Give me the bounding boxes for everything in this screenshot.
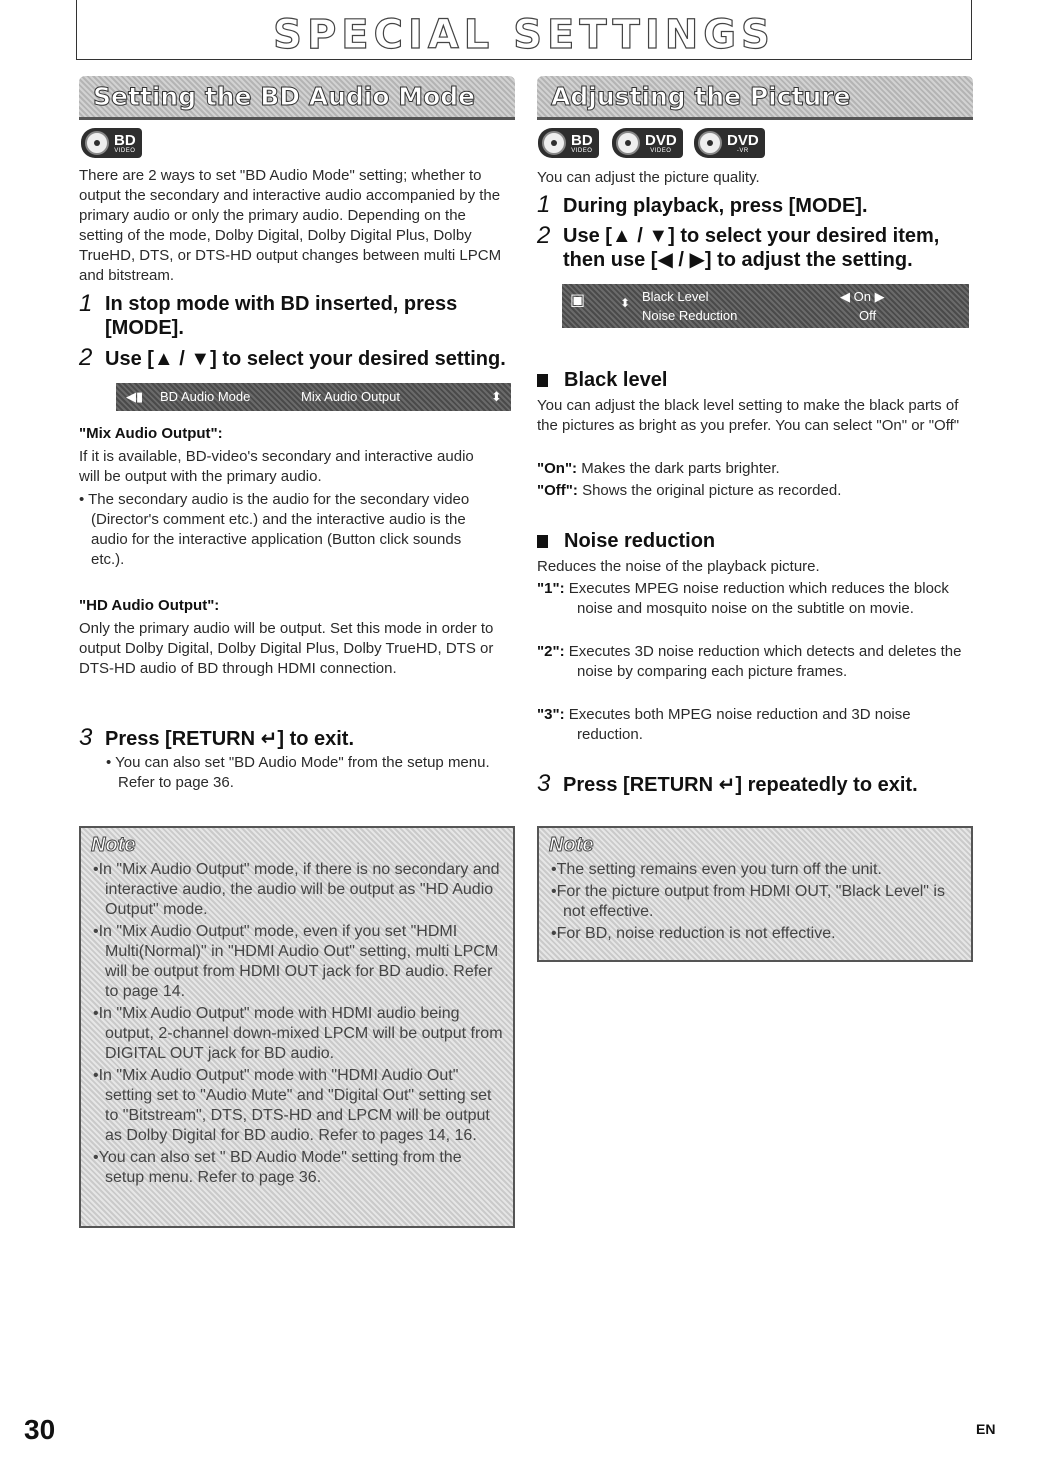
language-code: EN (976, 1421, 996, 1437)
osd-row1-label: Black Level (642, 289, 709, 304)
bd-video-disc-icon: BD VIDEO (538, 128, 599, 158)
disc-icon (698, 131, 722, 155)
hd-audio-output-text: Only the primary audio will be output. Set this mode in order to output Dolby Digital, Dolby Digital Plus, Dolby TrueHD, DTS or DTS-HD audio of BD through HDMI connection. (79, 620, 494, 677)
section-title: Setting the BD Audio Mode (93, 82, 476, 111)
osd-label: BD Audio Mode (160, 389, 251, 404)
section-title: Adjusting the Picture (551, 82, 851, 111)
up-down-arrows-icon: ⬍ (620, 296, 631, 310)
note-list (93, 860, 503, 1190)
page-number: 30 (24, 1414, 56, 1445)
dvd-video-disc-icon: DVD VIDEO (612, 128, 683, 158)
section-banner-adjust-picture (537, 76, 973, 120)
picture-adjust-osd (562, 284, 969, 328)
note-item: • For the picture output from HDMI OUT, "Black Level" is not effective. (551, 882, 961, 922)
note-item: • In "Mix Audio Output" mode, even if you set "HDMI Multi(Normal)" in "HDMI Audio Out" setting, multi LPCM will be output from HDMI OUT jack for BD audio. Refer to page 14. (93, 922, 503, 1002)
note-item: • In "Mix Audio Output" mode with HDMI audio being output, 2-channel down-mixed LPCM will be output from DIGITAL OUT jack for BD audio. (93, 1004, 503, 1064)
step-3-note: • You can also set "BD Audio Mode" from the setup menu. Refer to page 36. (106, 754, 490, 791)
note-list (551, 860, 961, 946)
mix-audio-output-text: If it is available, BD-video's secondary and interactive audio will be output with the primary audio. (79, 448, 474, 485)
mix-audio-output-title: "Mix Audio Output": (79, 425, 223, 442)
note-box-right (537, 826, 973, 962)
dvd-vr-disc-icon: DVD -VR (694, 128, 765, 158)
noise-reduction-heading: Noise reduction (537, 530, 715, 553)
step-3: 3 Press [RETURN ↵] repeatedly to exit. (537, 770, 918, 797)
note-item: • In "Mix Audio Output" mode, if there is no secondary and interactive audio, the audio will be output as "HD Audio Output" mode. (93, 860, 503, 920)
square-bullet-icon (537, 535, 548, 548)
hd-audio-output-title: "HD Audio Output": (79, 597, 220, 614)
step-1: 1 During playback, press [MODE]. (537, 191, 868, 218)
note-title: Note (91, 834, 136, 856)
step-2: 2 Use [▲ / ▼] to select your desired setting. (79, 344, 506, 371)
note-item: • In "Mix Audio Output" mode with "HDMI Audio Out" setting set to "Audio Mute" and "Digital Out" setting set to "Bitstream", DTS, DTS-HD and LPCM will be output as Dolby Digital for BD audio. Refer to pages 14, 16. (93, 1066, 503, 1146)
bd-video-disc-icon: BD VIDEO (81, 128, 142, 158)
black-level-text: You can adjust the black level setting to make the black parts of the pictures as bright as you prefer. You can select "On" or "Off" (537, 397, 960, 434)
adjust-intro-text: You can adjust the picture quality. (537, 169, 760, 186)
speaker-icon: ◀▮ (126, 389, 144, 404)
black-level-off: "Off": Shows the original picture as recorded. (537, 482, 842, 499)
page-title: SPECIAL SETTINGS (273, 12, 775, 58)
osd-row2-label: Noise Reduction (642, 308, 738, 323)
osd-row1-value: ◀ On ▶ (840, 289, 885, 304)
disc-icon (542, 131, 566, 155)
note-item: • For BD, noise reduction is not effective. (551, 924, 961, 944)
noise-reduction-text: Reduces the noise of the playback picture. (537, 558, 820, 575)
noise-reduction-2: "2": Executes 3D noise reduction which detects and deletes the noise by comparing each picture frames. (537, 643, 962, 680)
osd-value: Mix Audio Output (301, 389, 400, 404)
disc-icon (616, 131, 640, 155)
page-header (76, 0, 972, 60)
osd-row2-value: Off (859, 308, 877, 323)
noise-reduction-1: "1": Executes MPEG noise reduction which reduces the block noise and mosquito noise on the subtitle on movie. (537, 580, 949, 617)
noise-reduction-3: "3": Executes both MPEG noise reduction and 3D noise reduction. (537, 706, 911, 743)
note-item: • You can also set " BD Audio Mode" setting from the setup menu. Refer to page 36. (93, 1148, 503, 1188)
picture-icon: ▣ (570, 292, 586, 309)
note-title: Note (549, 834, 594, 856)
up-down-arrows-icon: ⬍ (491, 389, 502, 404)
step-1: 1 In stop mode with BD inserted, press [MODE]. (79, 290, 458, 339)
note-box-left (79, 826, 515, 1228)
intro-text: There are 2 ways to set "BD Audio Mode" setting; whether to output the secondary and interactive audio accompanied by the primary audio or only the primary audio. Depending on the setting of the mode, Dolby Digital, Dolby Digital Plus, Dolby TrueHD, DTS, or DTS-HD output changes between multi LPCM and bitstream. (79, 167, 502, 284)
mix-audio-output-bullet: • The secondary audio is the audio for the secondary video (Director's comment etc.) and the interactive audio is the audio for the interactive application (Button click sounds etc.). (79, 491, 470, 568)
step-2: 2 Use [▲ / ▼] to select your desired item, then use [◀ / ▶] to adjust the setting. (537, 222, 940, 271)
black-level-on: "On": Makes the dark parts brighter. (537, 460, 780, 477)
bd-audio-mode-osd (116, 383, 511, 411)
step-3: 3 Press [RETURN ↵] to exit. (79, 724, 355, 751)
note-item: • The setting remains even you turn off the unit. (551, 860, 961, 880)
black-level-heading: Black level (537, 369, 667, 392)
section-banner-bd-audio (79, 76, 515, 120)
disc-icon (85, 131, 109, 155)
square-bullet-icon (537, 374, 548, 387)
